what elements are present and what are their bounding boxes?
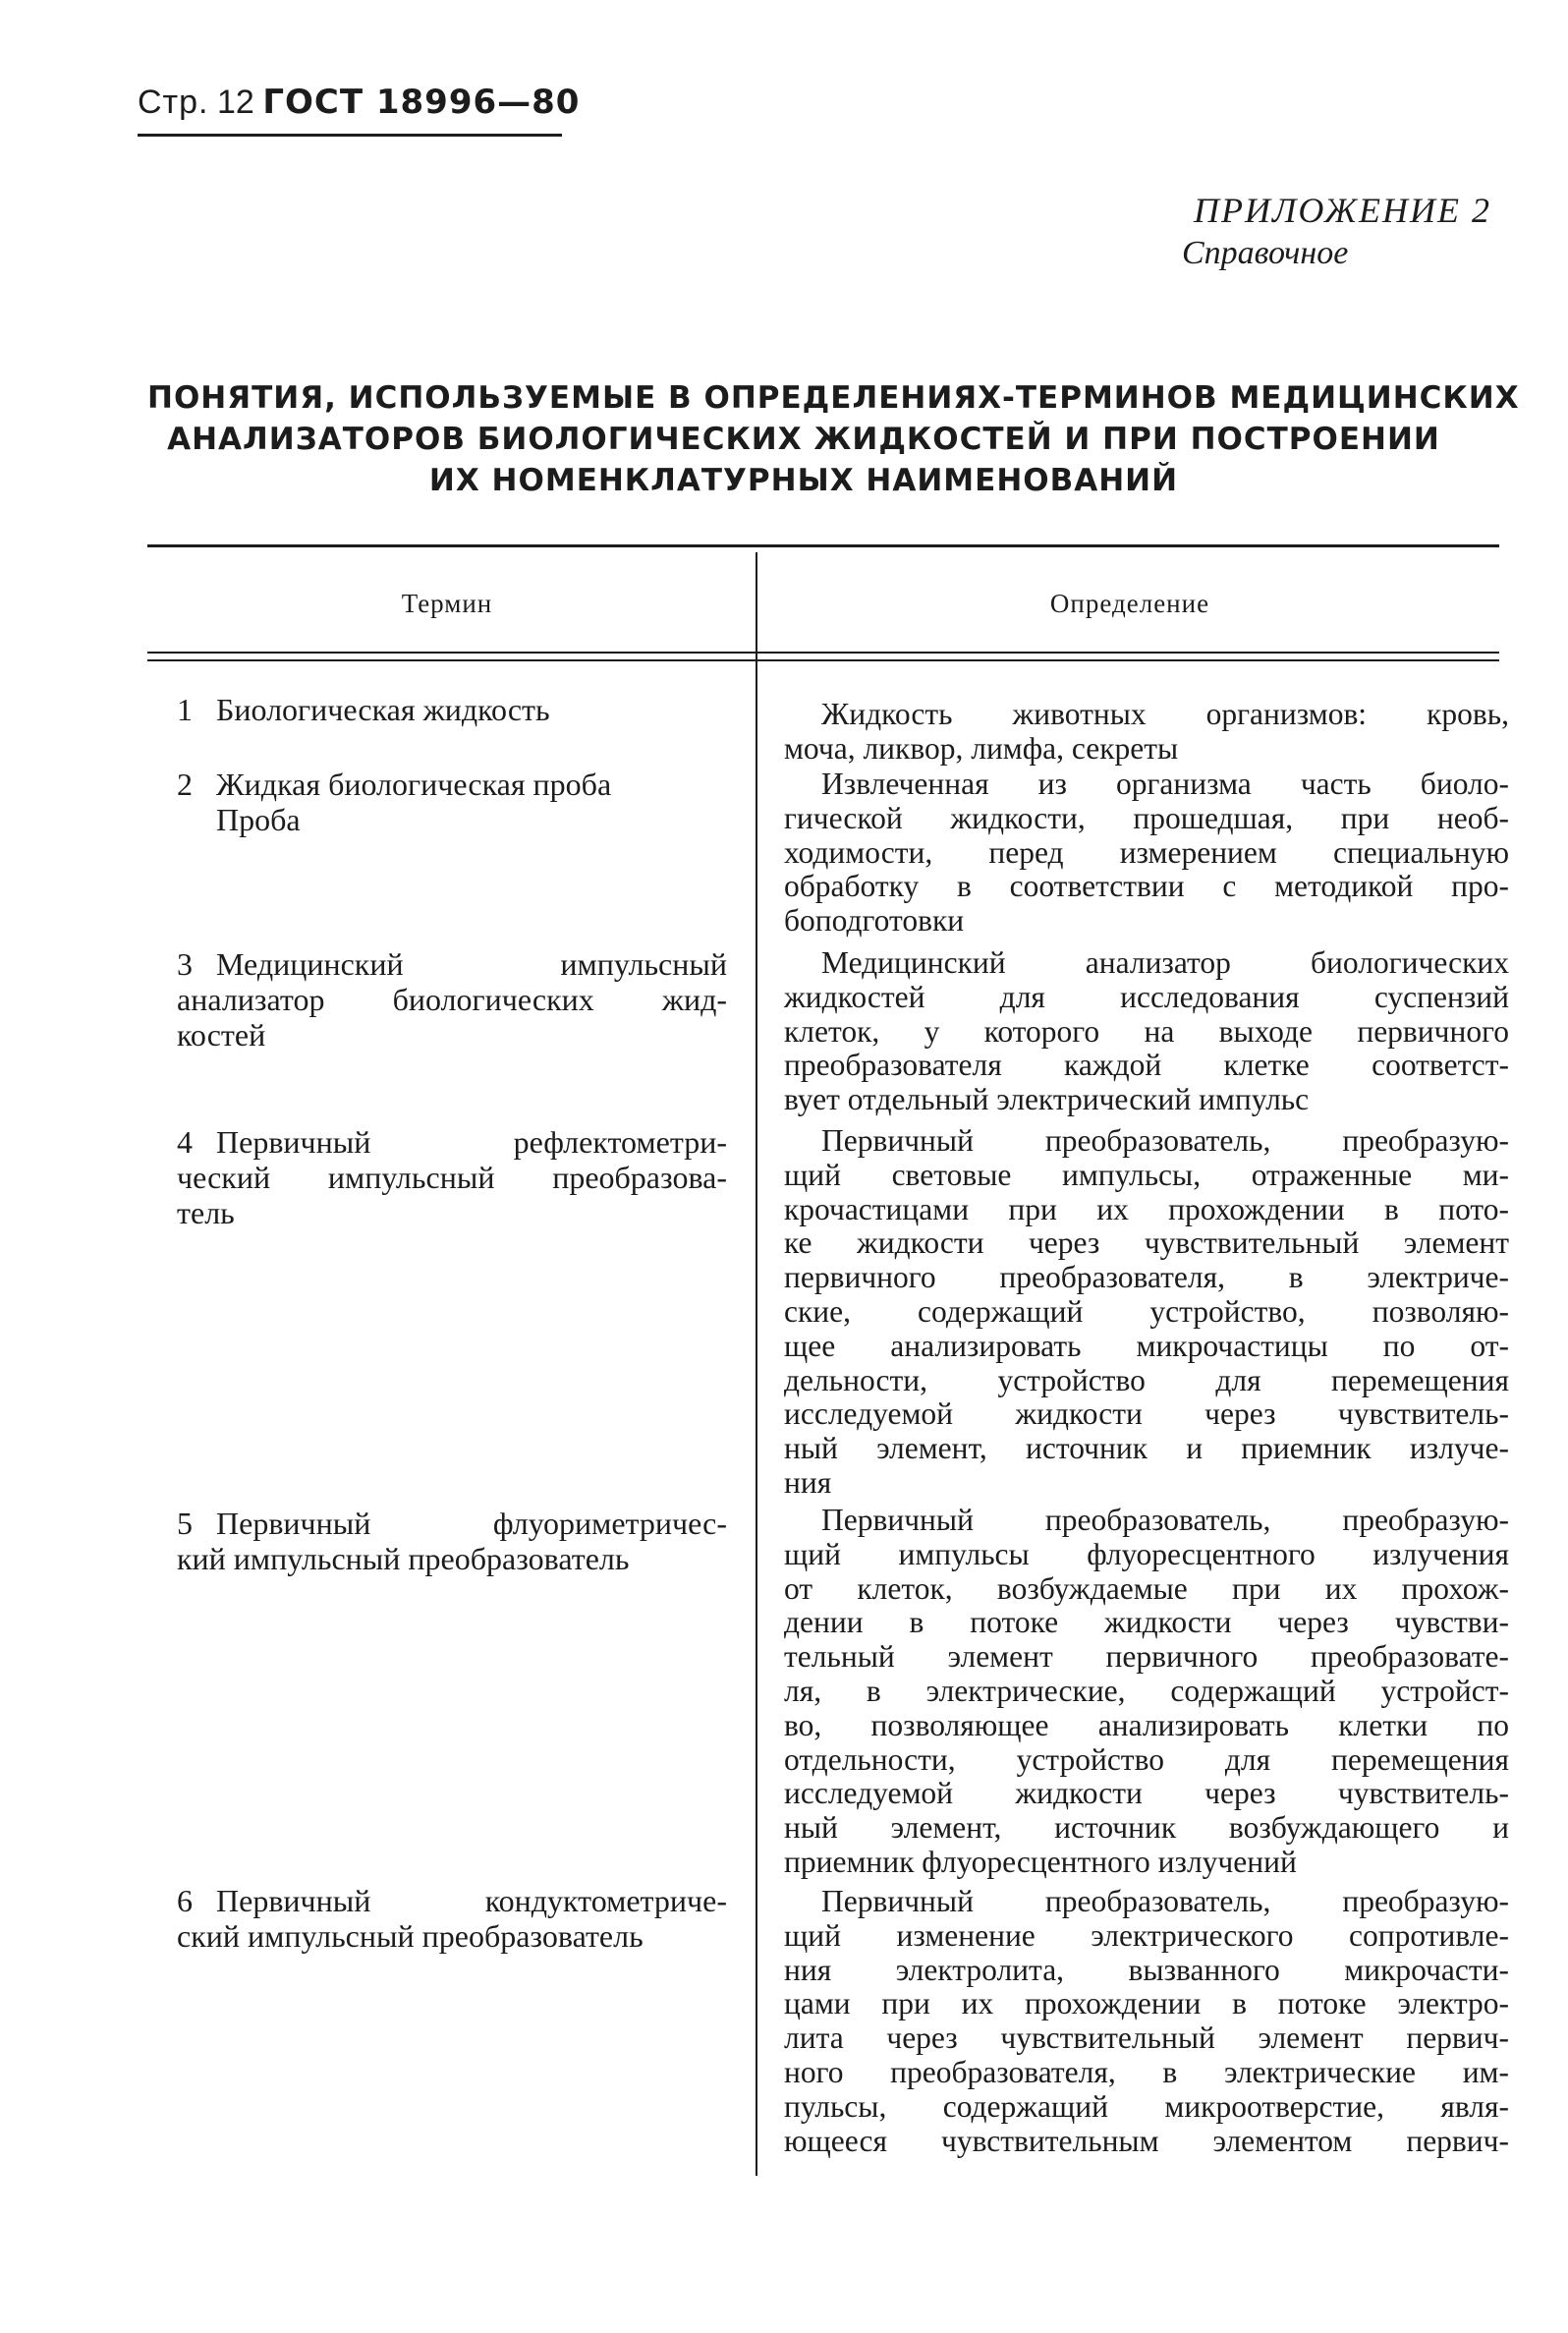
table-header-rule	[147, 659, 1499, 661]
definition-line: щий изменение электрического сопротивле-	[784, 1917, 1509, 1953]
title-line: ИХ НОМЕНКЛАТУРНЫХ НАИМЕНОВАНИЙ	[428, 463, 1179, 498]
definition-line: дельности, устройство для перемещения	[784, 1362, 1509, 1397]
definition-line: ния	[784, 1464, 832, 1500]
table-top-rule	[147, 544, 1499, 547]
definition-line: ния электролита, вызванного микрочасти-	[784, 1952, 1509, 1987]
column-header-definition: Определение	[1049, 589, 1210, 618]
definition-line: боподготовки	[784, 903, 965, 939]
definition-line: ного преобразователя, в электрические им-	[784, 2054, 1509, 2089]
standard-number: ГОСТ 18996—80	[262, 83, 581, 122]
definition-line: крочастицами при их прохождении в пото-	[784, 1191, 1509, 1226]
definition-line: тельный элемент первичного преобразовате-	[784, 1639, 1509, 1675]
definition-line: ля, в электрические, содержащий устройст-	[784, 1673, 1509, 1708]
page-prefix: Стр.	[138, 84, 209, 121]
definition-line: жидкостей для исследования суспензий	[784, 979, 1509, 1014]
term-row-1	[177, 692, 727, 727]
definition-line: Первичный преобразователь, преобразую-	[821, 1123, 1509, 1158]
term-row-2	[177, 767, 727, 837]
definition-line: клеток, у которого на выходе первичного	[784, 1013, 1509, 1049]
definition-line: ские, содержащий устройство, позволяю-	[784, 1293, 1509, 1329]
term-row-3	[177, 946, 727, 1053]
appendix-label: ПРИЛОЖЕНИЕ 2	[1194, 191, 1491, 230]
definition-line: вует отдельный электрический импульс	[784, 1082, 1310, 1117]
definition-line: Медицинский анализатор биологических	[821, 945, 1509, 980]
term-line: 4 Первичный рефлектометри-	[177, 1124, 727, 1160]
definition-line: ный элемент, источник и приемник излуче-	[784, 1431, 1509, 1466]
definition-line: гической жидкости, прошедшая, при необ-	[784, 800, 1509, 835]
definition-1	[784, 698, 1509, 767]
term-line: Проба	[216, 802, 301, 837]
term-line: 6 Первичный кондуктометриче-	[177, 1883, 727, 1918]
table-header-rule	[147, 652, 1499, 654]
term-line: 3 Медицинский импульсный	[177, 946, 727, 982]
page-number: 12	[216, 84, 254, 121]
term-number: 5	[177, 1506, 193, 1541]
definition-line: щее анализировать микрочастицы по от-	[784, 1328, 1509, 1363]
column-header-term: Термин	[401, 589, 493, 618]
term-line: ческий импульсный преобразова-	[177, 1160, 727, 1195]
term-line: 1 Биологическая жидкость	[177, 692, 550, 727]
definition-3	[784, 946, 1509, 1117]
term-line: костей	[177, 1017, 266, 1053]
definition-line: Извлеченная из организма часть биоло-	[821, 767, 1509, 801]
title-line: АНАЛИЗАТОРОВ БИОЛОГИЧЕСКИХ ЖИДКОСТЕЙ И ПРИ ПОСТРОЕНИИ	[167, 422, 1440, 457]
column-divider	[756, 552, 757, 2176]
term-number: 4	[177, 1124, 193, 1160]
term-line: ский импульсный преобразователь	[177, 1918, 644, 1954]
definition-line: ный элемент, источник возбуждающего и	[784, 1810, 1509, 1846]
definition-line: лита через чувствительный элемент первич-	[784, 2020, 1509, 2056]
page-header	[138, 83, 580, 122]
definition-line: отдельности, устройство для перемещения	[784, 1741, 1509, 1777]
definition-line: щий импульсы флуоресцентного излучения	[784, 1536, 1509, 1571]
appendix-note: Справочное	[1182, 235, 1349, 271]
definition-4	[784, 1124, 1509, 1501]
definition-line: цами при их прохождении в потоке электро-	[784, 1986, 1509, 2021]
definition-line: ющееся чувствительным элементом первич-	[784, 2123, 1509, 2158]
definition-line: щий световые импульсы, отраженные ми-	[784, 1157, 1509, 1192]
definition-line: исследуемой жидкости через чувствитель-	[784, 1776, 1509, 1811]
definition-line: Первичный преобразователь, преобразую-	[821, 1503, 1509, 1537]
term-row-5	[177, 1506, 727, 1576]
title-line: ПОНЯТИЯ, ИСПОЛЬЗУЕМЫЕ В ОПРЕДЕЛЕНИЯХ-ТЕРМИНОВ МЕДИЦИНСКИХ	[147, 380, 1520, 416]
term-line: тель	[177, 1195, 235, 1230]
term-line: кий импульсный преобразователь	[177, 1541, 630, 1576]
term-line: 5 Первичный флуориметричес-	[177, 1506, 727, 1541]
definition-line: во, позволяющее анализировать клетки по	[784, 1707, 1509, 1742]
header-rule	[138, 134, 562, 137]
definition-line: приемник флуоресцентного излучений	[784, 1844, 1297, 1879]
definition-line: Первичный преобразователь, преобразую-	[821, 1884, 1509, 1918]
definition-line: обработку в соответствии с методикой про-	[784, 869, 1509, 904]
term-number: 1	[177, 692, 193, 727]
definition-line: первичного преобразователя, в электриче-	[784, 1260, 1509, 1295]
term-line: 2 Жидкая биологическая проба	[177, 767, 612, 802]
definition-line: от клеток, возбуждаемые при их прохож-	[784, 1570, 1509, 1606]
definition-6	[784, 1885, 1509, 2158]
term-number: 6	[177, 1883, 193, 1918]
definition-line: ке жидкости через чувствительный элемент	[784, 1225, 1509, 1261]
definition-5	[784, 1504, 1509, 1880]
definition-2	[784, 768, 1509, 939]
definition-line: моча, ликвор, лимфа, секреты	[784, 730, 1179, 766]
term-row-4	[177, 1124, 727, 1230]
term-row-6	[177, 1883, 727, 1954]
definition-line: дении в потоке жидкости через чувстви-	[784, 1605, 1509, 1640]
definition-line: Жидкость животных организмов: кровь,	[821, 697, 1509, 731]
term-number: 2	[177, 767, 193, 802]
definition-line: ходимости, перед измерением специальную	[784, 834, 1509, 870]
definition-line: исследуемой жидкости через чувствитель-	[784, 1396, 1509, 1432]
definition-line: пульсы, содержащий микроотверстие, явля-	[784, 2088, 1509, 2124]
term-line: анализатор биологических жид-	[177, 982, 727, 1017]
term-number: 3	[177, 946, 193, 982]
document-title	[147, 377, 1520, 501]
definition-line: преобразователя каждой клетке соответст-	[784, 1048, 1509, 1083]
